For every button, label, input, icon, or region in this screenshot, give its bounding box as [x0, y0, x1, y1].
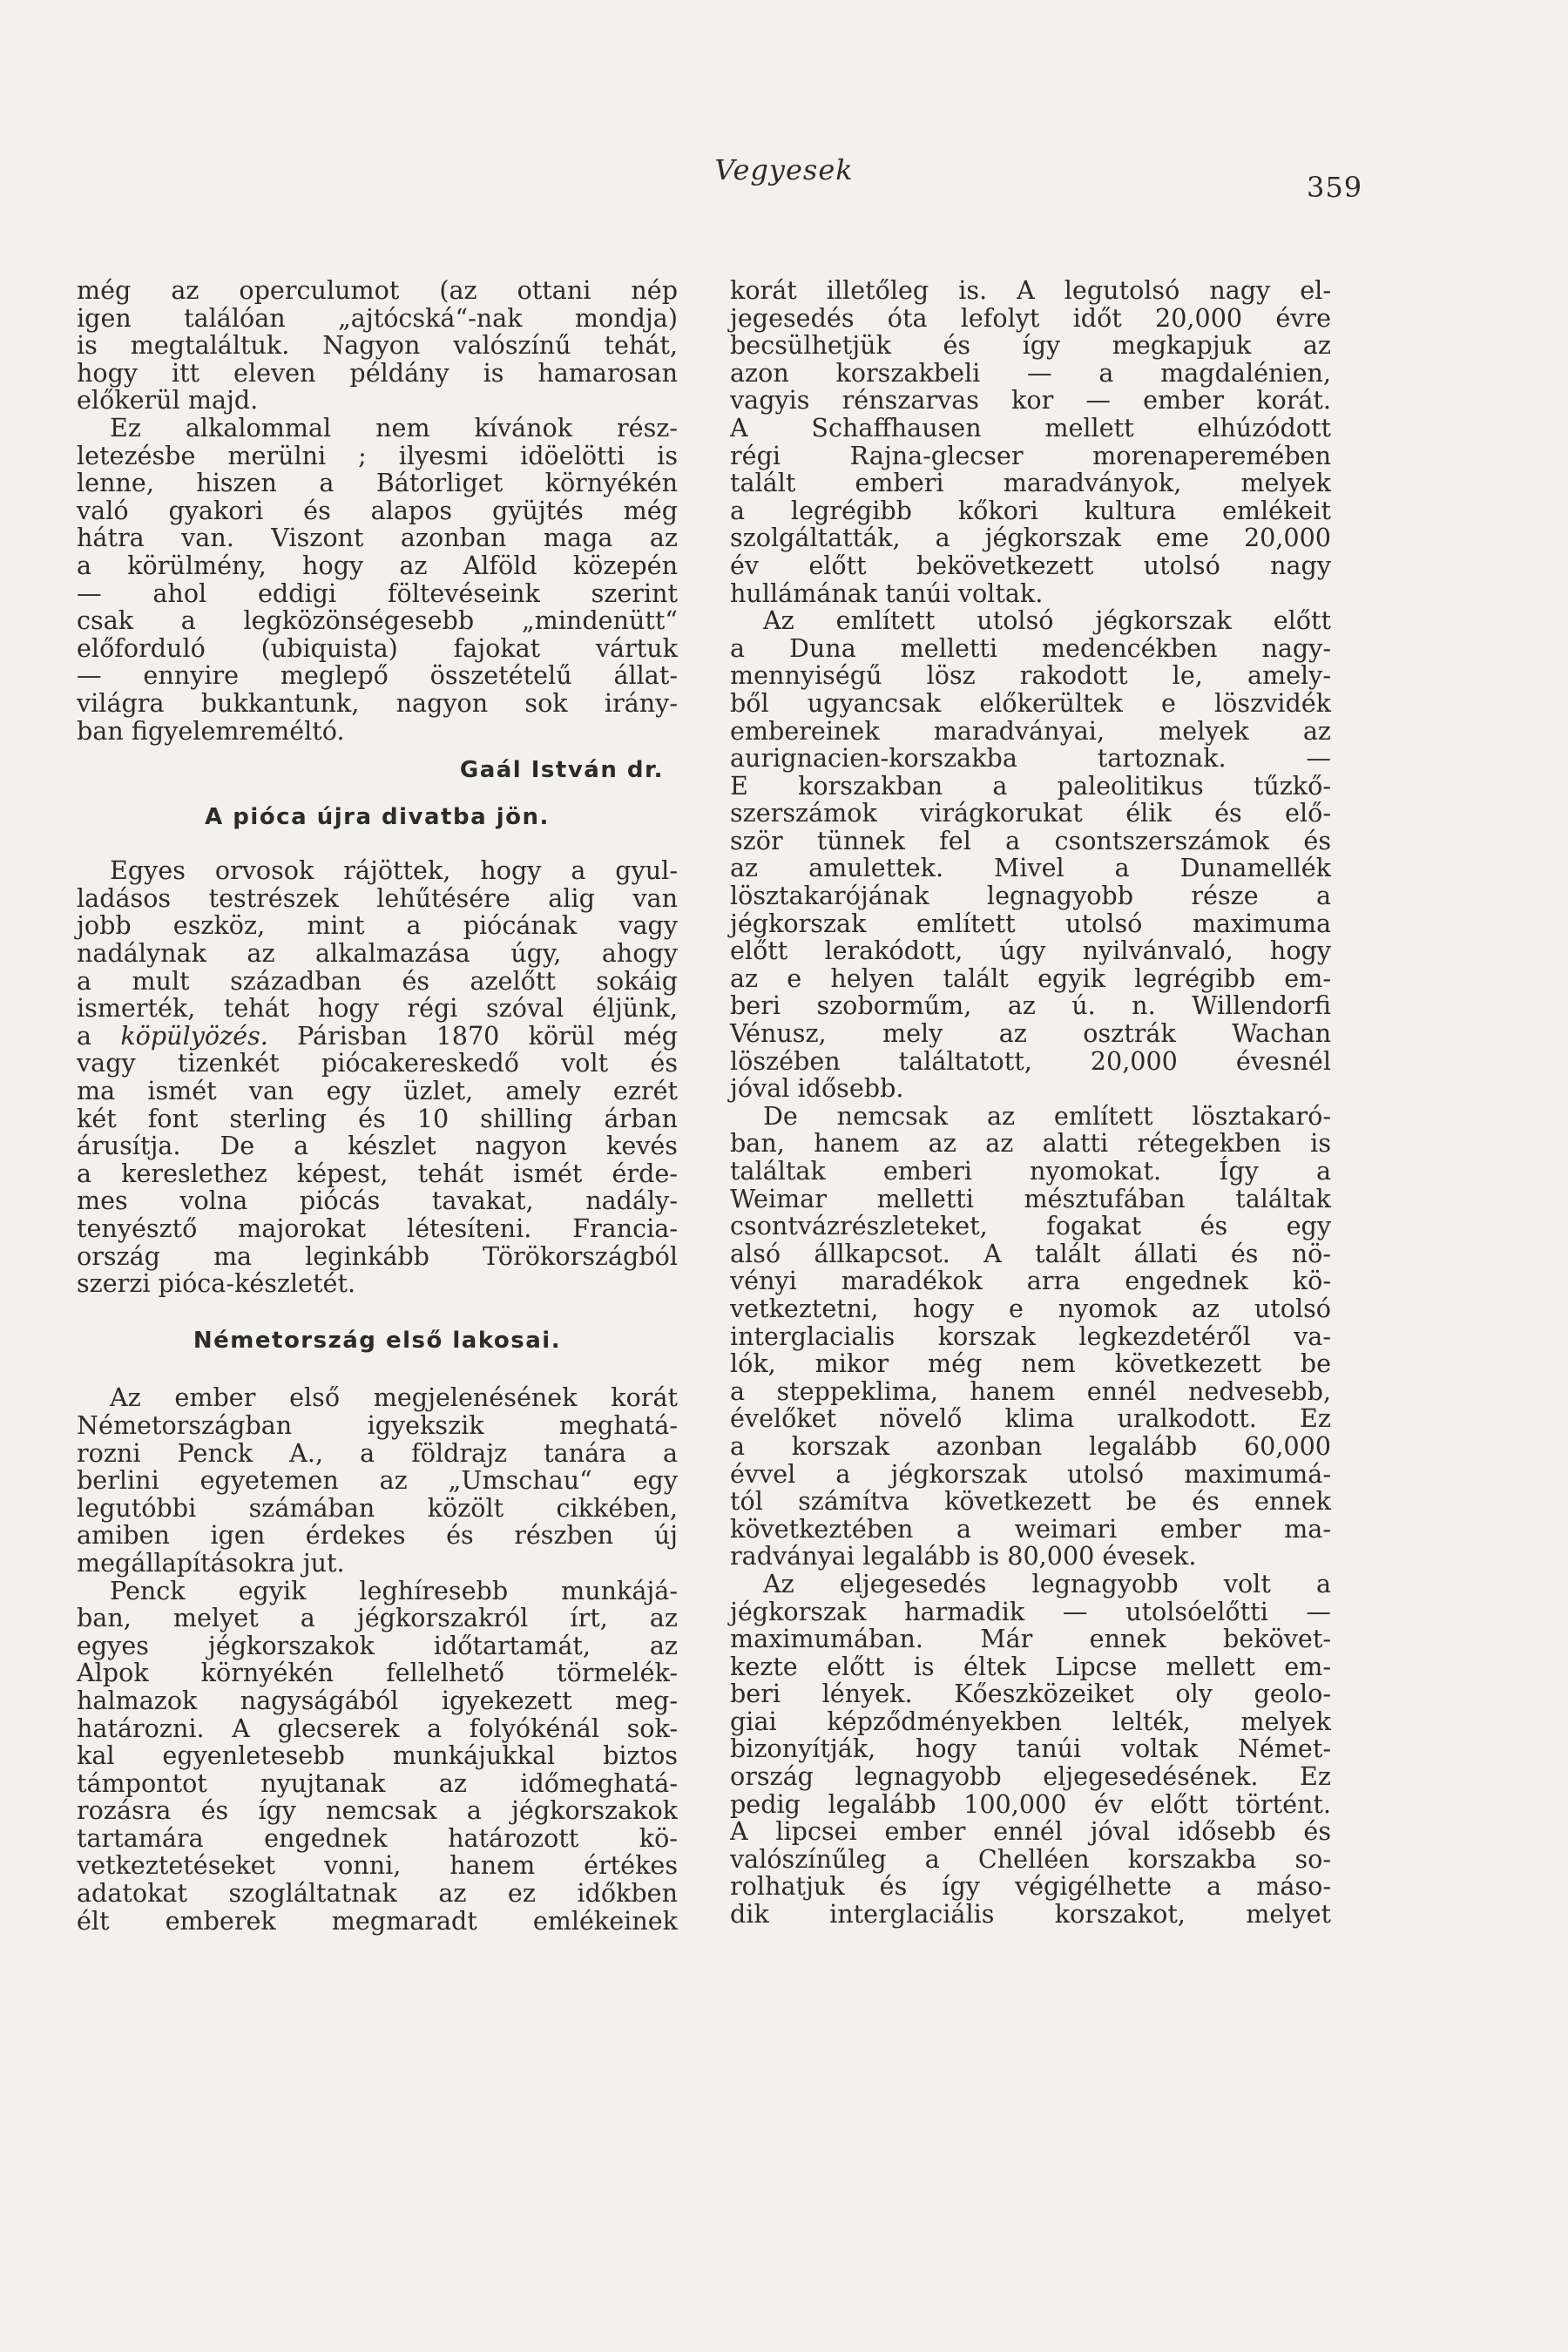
text-line: Az eljegesedés legnagyobb volt a	[763, 1568, 1331, 1598]
text-line: valószínűleg a Chelléen korszakba so-	[730, 1843, 1331, 1874]
text-line: a körülmény, hogy az Alföld közepén	[77, 550, 678, 580]
text-line: hogy itt eleven példány is hamarosan	[77, 357, 678, 388]
text-line: szerszámok virágkorukat élik és elő-	[730, 798, 1331, 828]
text-line: legutóbbi számában közölt cikkében,	[77, 1492, 678, 1523]
text-line: a legrégibb kőkori kultura emlékeit	[730, 495, 1331, 525]
text-line: A lipcsei ember ennél jóval idősebb és	[730, 1816, 1331, 1847]
text-line: aurignacien-korszakba tartoznak. —	[730, 743, 1331, 774]
text-line: határozni. A glecserek a folyókénál sok-	[77, 1713, 678, 1743]
text-line: embereinek maradványai, melyek az	[730, 715, 1331, 746]
text-line: jégkorszak harmadik — utolsóelőtti —	[730, 1596, 1331, 1626]
running-title: Vegyesek	[714, 153, 854, 186]
text-line: vetkeztetéseket vonni, hanem értékes	[77, 1850, 678, 1881]
text-line: korát illetőleg is. A legutolsó nagy el-	[730, 275, 1331, 305]
text-line: tartamára engednek határozott kö-	[77, 1822, 678, 1853]
text-line: kezte előtt is éltek Lipcse mellett em-	[730, 1651, 1331, 1681]
text-line: amiben igen érdekes és részben új	[77, 1520, 678, 1551]
text-line: rozásra és így nemcsak a jégkorszakok	[77, 1795, 678, 1826]
text-line: ban, hanem az az alatti rétegekben is	[730, 1128, 1331, 1159]
paragraph-magdalenien	[730, 277, 1331, 607]
text-line: ször tünnek fel a csontszerszámok és	[730, 825, 1331, 855]
text-line: giai képződményekben lelték, melyek	[730, 1706, 1331, 1736]
text-line: letezésbe merülni ; ilyesmi idöelötti is	[77, 440, 678, 470]
text-line: a korszak azonban legalább 60,000	[730, 1430, 1331, 1461]
text-line: alsó állkapcsot. A talált állati és nö-	[730, 1238, 1331, 1268]
text-line: nadálynak az alkalmazása úgy, ahogy	[77, 938, 678, 969]
section-heading-pioca: A pióca újra divatba jön.	[205, 803, 550, 830]
paragraph-operculum	[77, 277, 678, 415]
text-line: rolhatjuk és így végigélhette a máso-	[730, 1871, 1331, 1902]
text-line: A Schaffhausen mellett elhúzódott	[730, 412, 1331, 443]
text-line: vényi maradékok arra engednek kö-	[730, 1266, 1331, 1296]
text-line: De nemcsak az említett lösztakaró-	[763, 1100, 1331, 1131]
text-line: évvel a jégkorszak utolsó maximumá-	[730, 1458, 1331, 1489]
left-column	[77, 277, 678, 1935]
text-line: szerzi pióca-készletét.	[77, 1268, 356, 1299]
text-line: azon korszakbeli — a magdalénien,	[730, 357, 1331, 388]
text-line: vagyis rénszarvas kor — ember korát.	[730, 385, 1331, 416]
text-line: a steppeklima, hanem ennél nedvesebb,	[730, 1375, 1331, 1406]
text-line: ban figyelemreméltó.	[77, 715, 345, 746]
text-line: interglacialis korszak legkezdetéről va-	[730, 1321, 1331, 1351]
text-line: tól számítva következett be és ennek	[730, 1486, 1331, 1517]
text-line: való gyakori és alapos gyüjtés még	[77, 495, 678, 525]
text-line: tenyésztő majorokat létesíteni. Francia-	[77, 1213, 678, 1243]
text-line: E korszakban a paleolitikus tűzkő-	[730, 770, 1331, 801]
text-line: bizonyítják, hogy tanúi voltak Német-	[730, 1734, 1331, 1764]
text-line: jégkorszak említett utolsó maximuma	[730, 908, 1331, 938]
paragraph-lipcse	[730, 1568, 1331, 1930]
text-line: dik interglaciális korszakot, melyet	[730, 1899, 1331, 1930]
text-line: berlini egyetemen az „Umschau“ egy	[77, 1465, 678, 1496]
text-line: egyes jégkorszakok időtartamát, az	[77, 1630, 678, 1660]
text-line: jegesedés óta lefolyt időt 20,000 évre	[730, 302, 1331, 333]
text-line: talált emberi maradványok, melyek	[730, 468, 1331, 498]
text-line: ban, melyet a jégkorszakról írt, az	[77, 1603, 678, 1633]
text-line: vetkeztetni, hogy e nyomok az utolsó	[730, 1293, 1331, 1323]
section-heading-nemetorszag: Németország első lakosai.	[193, 1327, 562, 1354]
text-line: még az operculumot (az ottani nép	[77, 275, 678, 305]
text-fragment: Párisban 1870 körül még	[267, 1020, 678, 1051]
text-line: ország ma leginkább Törökországból	[77, 1240, 678, 1271]
text-line: Penck egyik leghíresebb munkájá-	[110, 1575, 678, 1605]
paragraph-weimar	[730, 1100, 1331, 1571]
text-line: megállapításokra jut.	[77, 1547, 345, 1578]
text-line: becsülhetjük és így megkapjuk az	[730, 330, 1331, 361]
text-line: hátra van. Viszont azonban maga az	[77, 523, 678, 553]
text-line: Vénusz, mely az osztrák Wachan	[730, 1018, 1331, 1049]
text-line: Egyes orvosok rájöttek, hogy a gyul-	[110, 855, 678, 886]
text-line: kal egyenletesebb munkájukkal biztos	[77, 1740, 678, 1771]
text-line: maximumában. Már ennek bekövet-	[730, 1624, 1331, 1654]
text-line: csontvázrészleteket, fogakat és egy	[730, 1211, 1331, 1241]
text-line: ismerték, tehát hogy régi szóval éljünk,	[77, 993, 678, 1024]
text-line: az amulettek. Mivel a Dunamellék	[730, 853, 1331, 883]
text-line: löszében találtatott, 20,000 évesnél	[730, 1045, 1331, 1076]
text-line: vagy tizenkét piócakereskedő volt és	[77, 1048, 678, 1078]
text-line: Németországban igyekszik meghatá-	[77, 1409, 678, 1440]
text-line: mes volna piócás tavakat, nadály-	[77, 1186, 678, 1216]
text-line: előkerül majd.	[77, 385, 259, 416]
text-line: pedig legalább 100,000 év előtt történt.	[730, 1788, 1331, 1819]
text-line: régi Rajna-glecser morenaperemében	[730, 440, 1331, 470]
text-line-italic	[77, 1020, 678, 1051]
text-line: mennyiségű lösz rakodott le, amely-	[730, 660, 1331, 691]
text-line: Alpok környékén fellelhető törmelék-	[77, 1658, 678, 1688]
paragraph-pioca	[77, 857, 678, 1298]
text-line: az e helyen talált egyik legrégibb em-	[730, 963, 1331, 993]
text-line: Az ember első megjelenésének korát	[110, 1382, 678, 1413]
paragraph-batorliget	[77, 412, 678, 746]
text-line: beri szoborműm, az ú. n. Willendorfi	[730, 990, 1331, 1021]
text-line: beri lények. Kőeszközeiket oly geolo-	[730, 1679, 1331, 1709]
text-line: a kereslethez képest, tehát ismét érde-	[77, 1158, 678, 1188]
text-line: — ahol eddigi föltevéseink szerint	[77, 578, 678, 608]
paragraph-penck-intro	[77, 1384, 678, 1577]
text-line: lenne, hiszen a Bátorliget környékén	[77, 468, 678, 498]
text-line: világra bukkantunk, nagyon sok irány-	[77, 687, 678, 718]
text-line: igen találóan „ajtócská“-nak mondja)	[77, 302, 678, 333]
text-line: halmazok nagyságából igyekezett meg-	[77, 1685, 678, 1715]
text-line: jóval idősebb.	[730, 1073, 904, 1104]
text-line: is megtaláltuk. Nagyon valószínű tehát,	[77, 330, 678, 361]
text-line: a Duna melletti medencékben nagy-	[730, 632, 1331, 663]
text-line: szolgáltatták, a jégkorszak eme 20,000	[730, 523, 1331, 553]
text-line: évelőket növelő klima uralkodott. Ez	[730, 1403, 1331, 1434]
page-number: 359	[1307, 171, 1363, 204]
text-line: ország legnagyobb eljegesedésének. Ez	[730, 1761, 1331, 1792]
italic-term: köpülyözés.	[120, 1020, 268, 1051]
text-line: árusítja. De a készlet nagyon kevés	[77, 1131, 678, 1161]
text-line: két font sterling és 10 shilling árban	[77, 1103, 678, 1133]
text-line: — ennyire meglepő összetételű állat-	[77, 660, 678, 691]
text-line: jobb eszköz, mint a piócának vagy	[77, 910, 678, 941]
author-signature: Gaál István dr.	[459, 757, 664, 784]
text-line: élt emberek megmaradt emlékeinek	[77, 1905, 678, 1936]
text-line: ladásos testrészek lehűtésére alig van	[77, 882, 678, 913]
text-line: Weimar melletti mésztufában találtak	[730, 1183, 1331, 1213]
text-line: adatokat szogláltatnak az ez időkben	[77, 1878, 678, 1909]
text-line: lösztakarójának legnagyobb része a	[730, 881, 1331, 911]
text-line: ma ismét van egy üzlet, amely ezrét	[77, 1076, 678, 1106]
text-line: a mult században és azelőtt sokáig	[77, 965, 678, 996]
text-line: csak a legközönségesebb „mindenütt“	[77, 605, 678, 636]
text-line: következtében a weimari ember ma-	[730, 1513, 1331, 1544]
text-fragment: a	[77, 1020, 121, 1051]
text-line: előtt lerakódott, úgy nyilvánvaló, hogy	[730, 936, 1331, 966]
right-column	[730, 277, 1331, 1929]
text-line: ből ugyancsak előkerültek e löszvidék	[730, 687, 1331, 718]
text-line: találtak emberi nyomokat. Így a	[730, 1156, 1331, 1186]
text-line: lók, mikor még nem következett be	[730, 1348, 1331, 1379]
text-line: támpontot nyujtanak az időmeghatá-	[77, 1767, 678, 1798]
text-line: radványai legalább is 80,000 évesek.	[730, 1541, 1197, 1571]
paragraph-aurignacien	[730, 607, 1331, 1103]
text-line: Az említett utolsó jégkorszak előtt	[763, 605, 1331, 636]
text-line: előforduló (ubiquista) fajokat vártuk	[77, 632, 678, 663]
text-line: rozni Penck A., a földrajz tanára a	[77, 1437, 678, 1468]
text-line: hullámának tanúi voltak.	[730, 578, 1044, 608]
text-line: Ez alkalommal nem kívánok rész-	[110, 412, 678, 443]
text-line: év előtt bekövetkezett utolsó nagy	[730, 550, 1331, 580]
paragraph-penck-glaciers	[77, 1575, 678, 1936]
